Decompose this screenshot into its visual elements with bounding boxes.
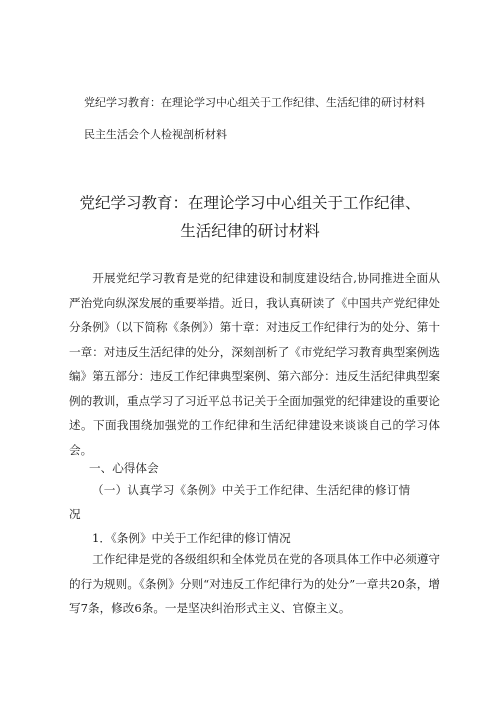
item-heading: 1．《条例》中关于工作纪律的修订情况 bbox=[92, 531, 291, 545]
work-discipline-paragraph: 工作纪律是党的各级组织和全体党员在党的各项具体工作中必须遵守的行为规则。《条例》分则“对违反工作纪律行为的处分”一章共20条，增写7条，修改6条。一是坚决纠治形式主义、官僚主义。 bbox=[69, 552, 441, 615]
subsection-heading-line-1: （一）认真学习《条例》中关于工作纪律、生活纪律的修订情 bbox=[92, 483, 411, 497]
document-title-line-2: 生活纪律的研讨材料 bbox=[180, 222, 320, 240]
section-heading: 一、心得体会 bbox=[89, 461, 159, 475]
intro-paragraph: 开展党纪学习教育是党的纪律建设和制度建设结合,协同推进全面从严治党向纵深发展的重要举措。近日，我认真研读了《中国共产党纪律处分条例》（以下简称《条例》）第十章：对违反工作纪律行为的处分、第十一章：对违反生活纪律的处分，深刻剖析了《市党纪学习教育典型案例选编》第五部分：违反工作纪律典型案例、第六部分：违反生活纪律典型案例的教训，重点学习了习近平总书记关于全面加强党的纪律建设的重要论述。下面我围绕加强党的工作纪律和生活纪律建设来谈谈自己的学习体会。 bbox=[69, 271, 441, 457]
toc-entry-2[interactable]: 民主生活会个人检视剖析材料 bbox=[84, 128, 227, 141]
document-title-line-1: 党纪学习教育：在理论学习中心组关于工作纪律、 bbox=[79, 194, 421, 212]
toc-entry-1[interactable]: 党纪学习教育：在理论学习中心组关于工作纪律、生活纪律的研讨材料 bbox=[84, 96, 425, 109]
subsection-heading-line-2: 况 bbox=[69, 507, 81, 521]
